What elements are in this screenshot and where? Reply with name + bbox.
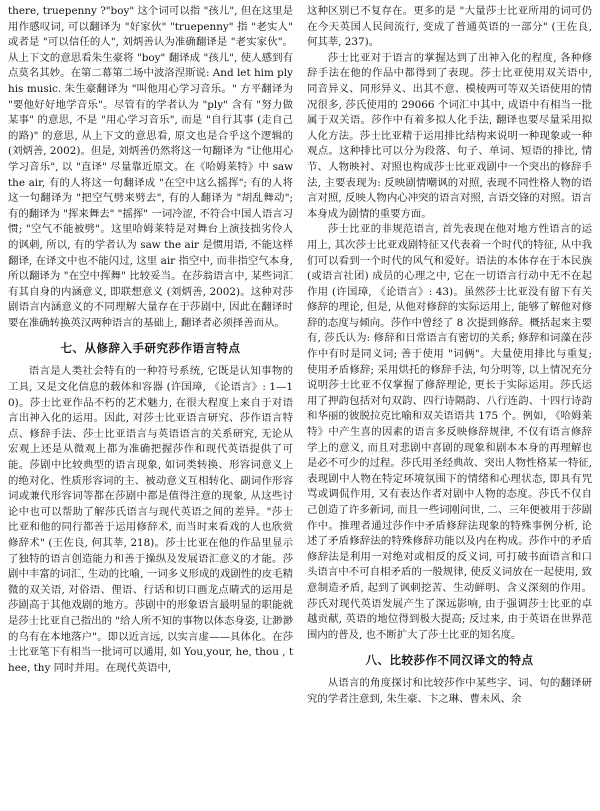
body-paragraph: 语言是人类社会特有的一种符号系统, 它既是认知事物的工具, 又是文化信息的载体和容器 (许国璋, 《论语言》: 1—10)。莎士比亚作品不朽的艺术魅力, 在很大程度上来自于对语言出神入化的运用。因此, 对莎士比亚语言研究、莎作语言特点、修辞手法、莎士比亚语言与英语语言的关系研究, 无论从宏观上还是从微观上都为准确把握莎作和现代英语提供了可能。莎剧中比较典型的语言现象, 如词类转换、形容词意义上的绝对化、性质形容词的主、被动意义互相转化、副词作形容词或兼代形容词等都在莎剧中都是值得注意的现象, 从这些讨论中也可以帮助了解莎氏语言与现代英语之间的差异。"莎士比亚和他的同行都善于运用修辞术, 而当时来看戏的人也欣赏修辞术" (王佐良, 何其莘, 218)。莎士比亚在他的作品里显示了独特的语言创造能力和善于操纵及发展语汇意义的才能。莎剧中丰富的词汇, 生动的比喻, 一词多义形成的戏剧性的皮毛精微的双关语, 对俗语、俚语、行话和切口画龙点睛式的运用是莎剧高于其他戏剧的地方。莎剧中的形象语言最明显的职能就是莎士比亚自己指出的 "给人所不知的事物以体态身姿, 让渺渺的乌有在本地落户"。即以近言远, 以实言虚——具体化。在莎士比亚笔下有相当一批词可以通用, 如 You,your, he, thou , thee, thy 同时并用。在现代英语中, — [8, 365, 293, 674]
left-column — [8, 4, 293, 809]
body-paragraph: 莎士比亚的非规范语言, 首先表现在他对地方性语言的运用上, 其次莎士比亚戏剧特征又代表着一个时代的特征, 从中我们可以看到一个时代的风气和爱好。语法的本体存在于本民族 (或语言社团) 成员的心理之中, 它在一切语言行动中无不在起作用 (许国璋, 《论语言》: 43)。虽然莎士比亚没有留下有关修辞的理论, 但是, 从他对修辞的实际运用上, 能够了解他对修辞的态度与倾向。莎作中曾经了 8 次提到修辞。概括起来主要有, 莎氏认为: 修辞和日常语言有密切的关系; 修辞和词藻在莎作中有时是同义词; 善于使用 "词俩"。大量使用排比与重复; 使用矛盾修辞; 采用烘托的修辞手法, 句分明等, 以上情况充分说明莎士比亚不仅掌握了修辞理论, 更长于实际运用。莎氏运用了押韵包括对句双韵、四行诗隔韵、八行连韵、十四行诗韵和华丽的彼脱拉克比喻和双关语语共 175 个。例如, 《哈姆莱特》中产生喜的因素的语言多反映修辞规律, 不仅有语言修辞学上的意义, 而且对悲剧中喜剧的现象和剧本本身的再理解也是必不可少的过程。莎氏用圣经典故、突出人物性格某一特征, 表现剧中人物在特定环境氛围下的情绪和心理状态, 即具有咒骂或调侃作用, 又有表达作者对剧中人物的态度。莎氏不仅自己创造了许多新词, 而且一些词刚问世, 二、三年便被用于莎剧作中。推理者通过莎作中矛盾修辞法现象的特殊事例分析, 论述了矛盾修辞法的特殊修辞功能以及内在构成。莎作中的矛盾修辞法是利用一对绝对或相反的反义词, 可打破书面语言和口头语言中不可自相矛盾的一般规律, 使反义词放在一起使用, 致意制造矛盾, 起到了讽刺挖苦、生动鲜明、含义深刻的作用。莎氏对现代英语发展产生了深远影响, 由于强调莎士比亚的卓越贡献, 英语的地位得到极大提高; 反过来, 由于英语在世界范围内的普及, 也不断扩大了莎士比亚的知名度。 — [307, 223, 592, 641]
section-heading-7: 七、从修辞入手研究莎作语言特点 — [60, 341, 241, 356]
right-column — [307, 4, 592, 809]
section-heading-8: 八、比较莎作不同汉译文的特点 — [365, 653, 534, 668]
body-paragraph: 这种区别已不复存在。更多的是 "大量莎士比亚所用的词可仍在今天英国人民间流行, 变成了普通英语的一部分" (王佐良, 何其莘, 237)。 — [307, 5, 592, 49]
body-paragraph: there, truepenny ?"boy" 这个词可以指 "孩儿", 但在这里是用作感叹词, 可以翻译为 "好家伙" "truepenny" 指 "老实人" 或者是 "可以信任的人", 刘炳善认为准确翻译是 "老实家伙"。从上下文的意思看朱生豪将 "boy" 翻译成 "孩儿", 使人感到有点莫名其妙。在第二幕第二场中波洛涅斯说: And let him ply his music. 朱生豪翻译为 "叫他用心学习音乐。" 方平翻译为 "要他好好地学音乐"。尽管有的学者认为 "ply" 含有 "努力做某事" 的意思, 不是 "用心学习音乐", 而是 "自行其事 (走自己的路)" 的意思, 从上下文的意思看, 原文也是合乎这个逻辑的 (刘炳善, 2002)。但是, 刘炳善仍然将这一句翻译为 "让他用心学习音乐", 以 "直译" 尽量靠近原文。在《哈姆莱特》中 saw the air, 有的人将这一句翻译成 "在空中这么摇挥"; 有的人将这一句翻译为 "把空气劈来劈去", 有的人翻译为 "胡乱舞动"; 有的翻译为 "挥来舞去" "摇挥" 一词冷涩, 不符合中国人语言习惯; "空气不能被劈"。这里哈姆莱特是对舞台上演技拙劣伶人的讽刺, 所以, 有的学者认为 saw the air 是惯用语, 不能这样翻译, 在译文中也不能闪过, 这里 air 指空中, 而非指空气本身, 所以翻译为 "在空中挥舞" 比较妥当。在莎翁语言中, 某些词汇有其自身的内涵意义, 即联想意义 (刘炳善, 2002)。这种对莎剧语言内涵意义的不同理解大量存在于莎剧中, 因此在翻译时要在准确转换英汉两种语言的基础上, 翻译者必须择善而从。 — [8, 5, 293, 329]
body-paragraph: 从语言的角度探讨和比较莎作中某些字、词、句的翻译研究的学者注意到, 朱生豪、卞之琳、曹未风、余 — [307, 677, 592, 705]
body-paragraph: 莎士比亚对于语言的掌握达到了出神入化的程度, 各种修辞手法在他的作品中都得到了表现。莎士比亚使用双关语中, 同音异义、同形异义、出其不意、模棱两可等双关语使用的情况很多, 莎氏使用的 29066 个词汇中其中, 成语中有相当一批属于双关语。莎作中有着多拟人化手法, 翻译也要尽量采用拟人化方法。莎士比亚精于运用排比结构来说明一种现象或一种观点。这种排比可以分为段落、句子、单词、短语的排比, 情节、人物映衬、对照也构成莎士比亚戏剧中一个突出的修辞手法, 主要表现为: 反映剧情嘲讽的对照, 表现不同性格人物的语言对照, 反映人物内心冲突的语言对照, 言语交锋的对照。语言本身成为剧情的重要方面。 — [307, 51, 592, 220]
